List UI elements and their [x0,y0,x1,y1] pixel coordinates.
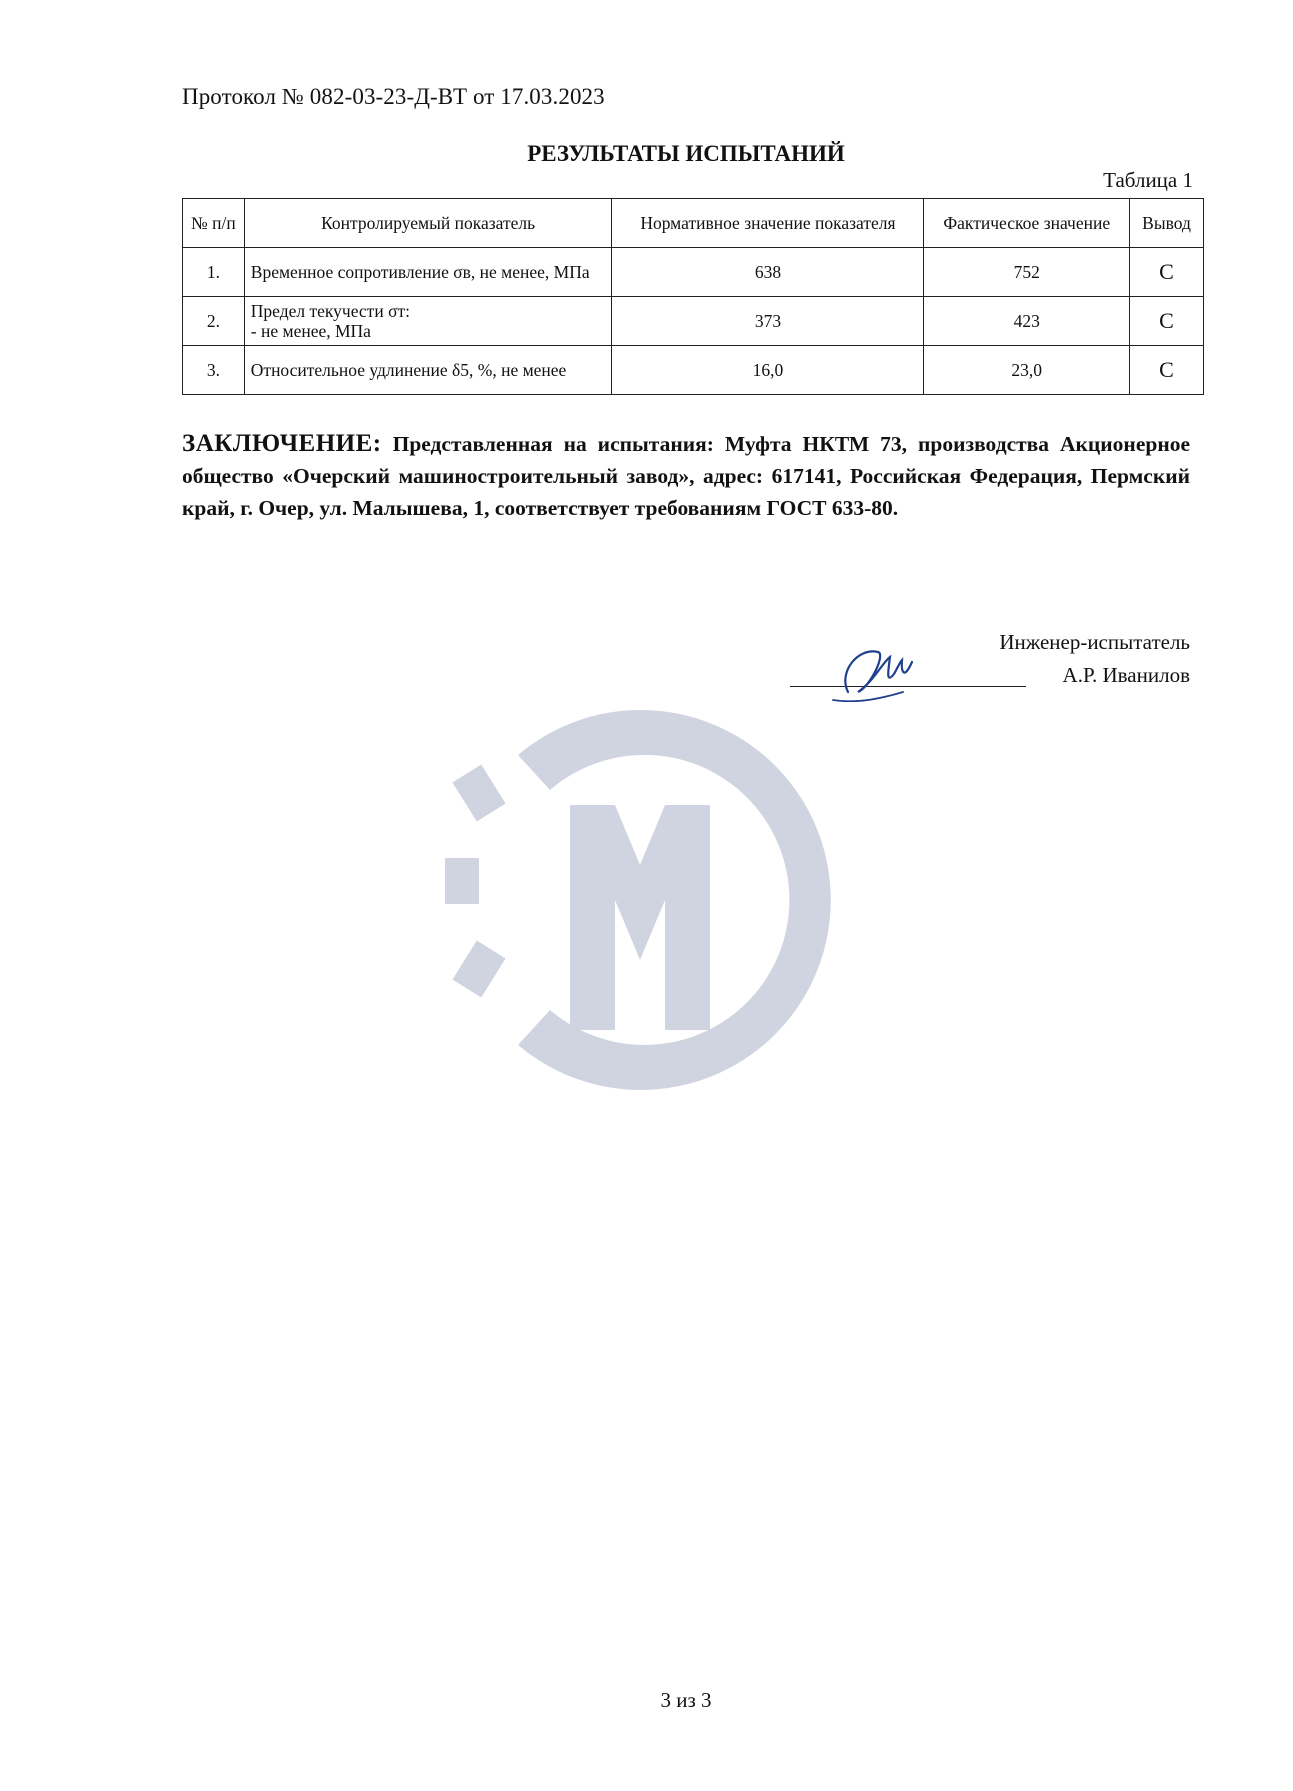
row-norm: 16,0 [612,346,924,395]
conclusion-text: Представленная на испытания: Муфта НКТМ 73, производства Акционерное общество «Очерский машиностроительный завод», адрес: 617141, Российская Федерация, Пермский край, г. Очер, ул. Малышева, 1, соответствует требованиям ГОСТ 633-80. [182,432,1191,520]
results-table [182,198,1204,395]
company-logo-watermark-icon [440,710,840,1090]
page-number: 3 из 3 [660,1688,712,1712]
conclusion-paragraph [182,428,1190,524]
conclusion-heading: ЗАКЛЮЧЕНИЕ: [182,430,382,457]
header-param: Контролируемый показатель [244,199,612,248]
row-param: Относительное удлинение δ5, %, не менее [244,346,612,395]
table-row [183,346,1204,395]
row-output: С [1130,297,1204,346]
header-output: Вывод [1130,199,1204,248]
row-fact: 423 [924,297,1130,346]
handwritten-signature-icon [828,632,918,702]
signature-role: Инженер-испытатель [999,630,1190,654]
row-param-sub: - не менее, МПа [250,321,371,341]
table-row [183,248,1204,297]
row-fact: 752 [924,248,1130,297]
table-row [183,297,1204,346]
signature-block [790,630,1190,700]
header-norm: Нормативное значение показателя [612,199,924,248]
row-norm: 638 [612,248,924,297]
row-param-main: Предел текучести σт: [250,300,411,321]
table-caption: Таблица 1 [1103,168,1193,192]
table-header-row [183,199,1204,248]
row-num: 3. [183,346,245,395]
header-fact: Фактическое значение [924,199,1130,248]
row-fact: 23,0 [924,346,1130,395]
row-num: 2. [183,297,245,346]
row-norm: 373 [612,297,924,346]
signature-name: А.Р. Иванилов [1062,663,1190,687]
protocol-header: Протокол № 082-03-23-Д-ВТ от 17.03.2023 [182,84,605,109]
row-output: С [1130,248,1204,297]
row-param [244,297,612,346]
row-num: 1. [183,248,245,297]
header-num: № п/п [183,199,245,248]
results-title: РЕЗУЛЬТАТЫ ИСПЫТАНИЙ [527,141,845,166]
row-output: С [1130,346,1204,395]
row-param: Временное сопротивление σв, не менее, МПа [244,248,612,297]
